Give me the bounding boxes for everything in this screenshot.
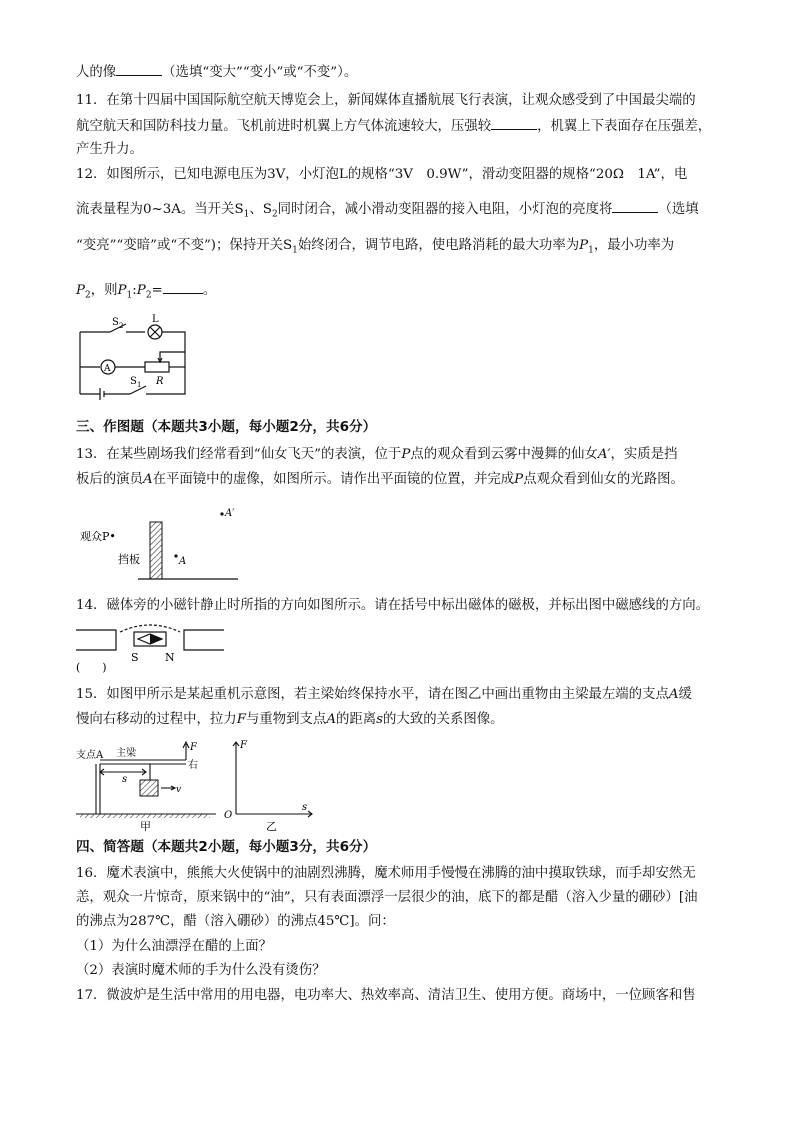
q13-text: 在平面镜中的虚像，如图所示。请作出平面镜的位置，并完成 (152, 472, 515, 487)
symbol-p1: P (117, 283, 127, 298)
q15-symbol: A (326, 712, 336, 727)
subscript: 1 (588, 245, 594, 256)
label-s1: S (130, 376, 137, 387)
q13-text: 13．在某些剧场我们经常看到“仙女飞天”的表演，位于 (76, 447, 402, 462)
label-audience: 观众P• (80, 530, 116, 543)
q15-line-2 (76, 711, 504, 729)
section-3-title: 三、作图题（本题共3小题，每小题2分，共6分） (76, 419, 377, 435)
subscript: 1 (126, 290, 133, 301)
label-lamp: L (152, 314, 159, 325)
q12-text: ，则 (90, 283, 118, 298)
label-distance: s (122, 774, 128, 785)
q13-text: 板后的演员 (76, 472, 143, 487)
answer-blank[interactable] (116, 63, 162, 76)
label-s2-sub: 2 (119, 322, 124, 330)
label-rheostat: R (156, 376, 164, 387)
q12-text: “变亮”“变暗”或“不变”)；保持开关S (76, 238, 293, 253)
label-south: S (131, 651, 139, 664)
q16-line-5: （2）表演时魔术师的手为什么没有烫伤？ (76, 963, 326, 978)
q11-line-1: 11．在第十四届中国国际航空航天博览会上，新闻媒体直播航展飞行表演，让观众感受到了中国最尖端的 (76, 93, 696, 108)
q13-text: ，实质是挡 (610, 447, 678, 462)
q15-text: 与重物到支点 (245, 712, 327, 727)
q16-line-2: 恙，观众一片惊奇，原来锅中的“油”，只有表面漂浮一层很少的油，底下的都是醋（溶入少量的硼砂）[油 (76, 890, 698, 905)
subscript: 1 (243, 209, 250, 220)
q15-text: 的大致的关系图像。 (383, 712, 504, 727)
label-origin: O (224, 810, 233, 821)
label-pivot: 支点A (76, 750, 104, 761)
label-s2: S (112, 317, 119, 328)
q13-symbol: A′ (597, 447, 611, 462)
label-fig-jia: 甲 (140, 820, 151, 832)
label-a-prime: A′ (225, 508, 235, 519)
q16-line-4: （1）为什么油漂浮在醋的上面？ (76, 939, 272, 954)
q13-text: 点观众看到仙女的光路图。 (523, 472, 684, 487)
symbol-p1: P (579, 238, 589, 253)
q15-symbol: s (376, 712, 384, 727)
q12-line-4: $P_2$，则$P_1:P_2=$ 。 (76, 283, 217, 301)
q15-text: 慢向右移动的过程中，拉力 (76, 712, 237, 727)
q15-line-1 (76, 686, 692, 704)
q13-text: 点的观众看到云雾中漫舞的仙女 (410, 447, 598, 462)
q10-tail-line (76, 63, 357, 82)
q12-text: （选填 (658, 202, 699, 217)
q10-text-2: （选填“变大”“变小”或“不变”）。 (162, 65, 358, 80)
q13-line-2 (76, 471, 684, 489)
q12-text: ，最小功率为 (593, 238, 675, 253)
q12-text: 始终闭合，调节电路，使电路消耗的最大功率为 (297, 238, 580, 253)
label-fig-yi: 乙 (266, 820, 277, 832)
q12-text: 。 (202, 283, 217, 298)
q12-text: = (151, 283, 163, 298)
q11-line-2 (76, 117, 711, 136)
label-s1-sub: 1 (137, 381, 142, 389)
symbol-p2: P (136, 283, 146, 298)
crane-diagram (76, 736, 316, 832)
q11-text-2: ，机翼上下表面存在压强差， (537, 119, 712, 134)
label-a: A (179, 556, 187, 567)
q17-line-1: 17．微波炉是生活中常用的用电器，电功率大、热效率高、清洁卫生、使用方便。商场中，一位顾客和售 (76, 988, 696, 1003)
mirror-diagram (76, 500, 246, 586)
subscript: 2 (85, 290, 91, 301)
q12-line-2 (76, 200, 699, 224)
label-north: N (165, 651, 175, 664)
q12-line-3 (76, 237, 674, 260)
magnet-diagram (76, 624, 226, 676)
q12-line-1: 12．如图所示，已知电源电压为3V，小灯泡L的规格“3V 0.9W”，滑动变阻器的规格“20Ω 1A”，电 (76, 167, 688, 182)
q10-text: 人的像 (76, 65, 117, 80)
pole-answer-parens: ( ) (76, 661, 107, 674)
section-4-title: 四、简答题（本题共2小题，每小题3分，共6分） (76, 839, 377, 855)
q13-symbol: A (142, 472, 153, 487)
q13-line-1 (76, 446, 677, 464)
symbol-p2: P (76, 283, 86, 298)
q15-symbol: A (668, 687, 679, 702)
q15-text: 缓 (678, 687, 692, 702)
label-axis-s: s (302, 802, 308, 813)
q13-symbol: P (514, 472, 524, 487)
q12-text: 同时闭合，减小滑动变阻器的接入电阻，小灯泡的亮度将 (277, 202, 613, 217)
subscript: 1 (292, 245, 298, 256)
label-axis-f: F (240, 740, 247, 751)
subscript: 2 (271, 209, 278, 220)
q15-symbol: F (236, 712, 246, 727)
label-velocity: v (176, 785, 182, 795)
answer-blank[interactable] (612, 200, 658, 213)
q15-text: 的距离 (336, 712, 377, 727)
q11-text: 航空航天和国防科技力量。飞机前进时机翼上方气体流速较大，压强较 (76, 119, 492, 134)
label-right: 右 (188, 760, 198, 771)
label-beam: 主梁 (116, 748, 136, 759)
q16-line-1: 16．魔术表演中，熊熊大火使锅中的油剧烈沸腾，魔术师用手慢慢在沸腾的油中摸取铁球，而手却安然无 (76, 866, 696, 881)
q12-text: 、S (249, 202, 272, 217)
q15-text: 15．如图甲所示是某起重机示意图，若主梁始终保持水平，请在图乙中画出重物由主梁最左端的支点 (76, 687, 669, 702)
label-board: 挡板 (118, 553, 140, 566)
label-force: F (190, 742, 197, 753)
q16-line-3: 的沸点为287℃，醋（溶入硼砂）的沸点45℃]。问： (76, 914, 395, 929)
answer-blank[interactable] (163, 281, 203, 294)
q13-symbol: P (401, 447, 411, 462)
circuit-diagram (70, 312, 200, 402)
q11-line-3: 产生升力。 (76, 142, 143, 157)
q12-text: 流表量程为0~3A。当开关S (76, 202, 244, 217)
subscript: 2 (145, 290, 152, 301)
answer-blank[interactable] (491, 117, 537, 130)
label-ammeter: A (104, 364, 111, 374)
q14-line-1: 14．磁体旁的小磁针静止时所指的方向如图所示。请在括号中标出磁体的磁极，并标出图中磁感线的方向。 (76, 598, 710, 613)
